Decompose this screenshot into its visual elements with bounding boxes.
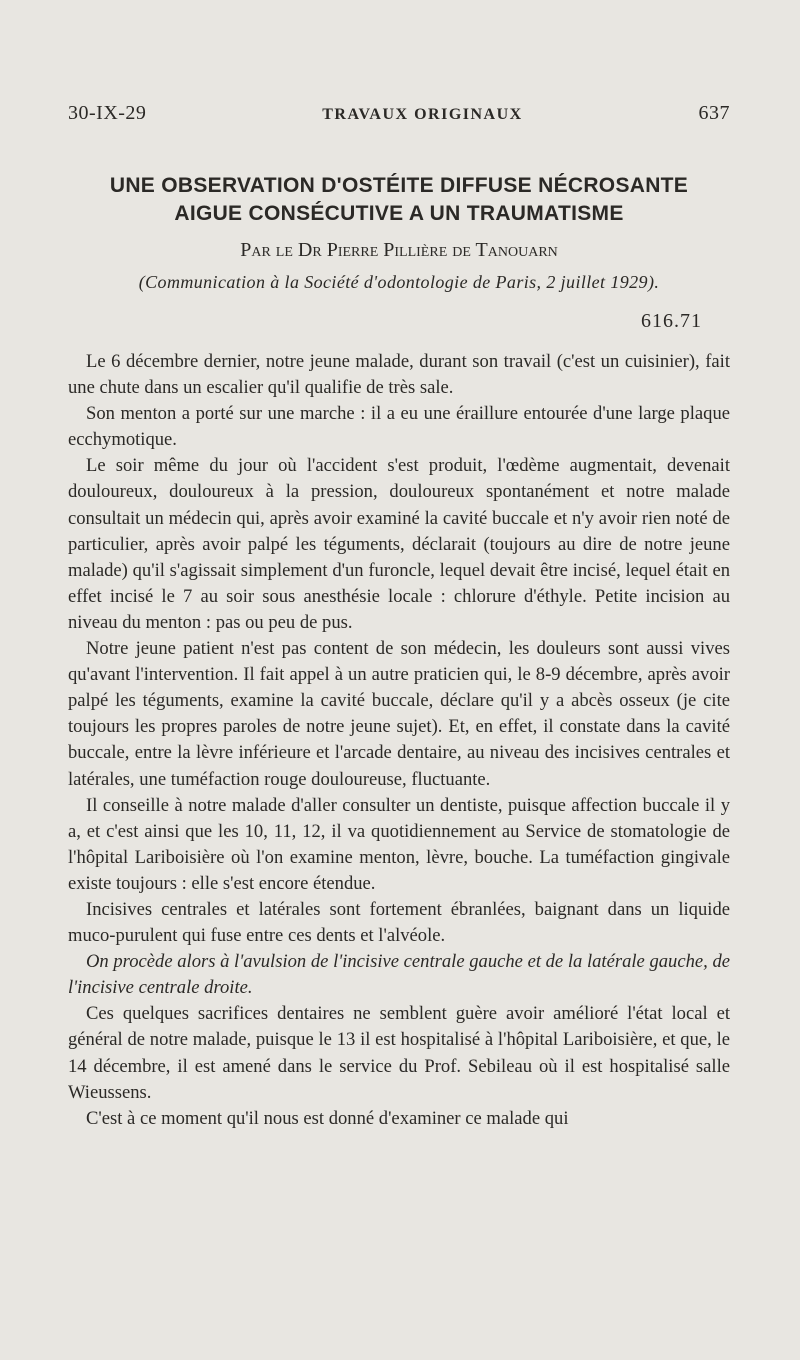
paragraph-1: Le 6 décembre dernier, notre jeune malade, durant son travail (c'est un cuisinier), fait une chute dans un escalier qu'il qualifie de très sale. <box>68 351 730 399</box>
section-title: TRAVAUX ORIGINAUX <box>322 106 523 123</box>
article-body <box>68 349 730 1132</box>
article-title-line-2: AIGUE CONSÉCUTIVE A UN TRAUMATISME <box>174 202 624 225</box>
paragraph-4: Notre jeune patient n'est pas content de son médecin, les douleurs sont aussi vives qu'avant l'intervention. Il fait appel à un autre praticien qui, le 8-9 décembre, après avoir palpé les téguments, examine la cavité buccale, déclare qu'il y a abcès osseux (je cite toujours les propres paroles de notre jeune sujet). Et, en effet, il constate dans la cavité buccale, entre la lèvre inférieure et l'arcade dentaire, au niveau des incisives centrales et latérales, une tuméfaction rouge douloureuse, fluctuante. <box>68 638 730 790</box>
paragraph-9: C'est à ce moment qu'il nous est donné d'examiner ce malade qui <box>86 1107 569 1129</box>
page-number: 637 <box>698 102 730 124</box>
classification-number: 616.71 <box>641 310 702 332</box>
author-byline: Par le Dr Pierre Pillière de Tanouarn <box>240 239 558 261</box>
paragraph-2: Son menton a porté sur une marche : il a eu une éraillure entourée d'une large plaque ecchymotique. <box>68 403 730 451</box>
paragraph-7-italic: On procède alors à l'avulsion de l'incisive centrale gauche et de la latérale gauche, de l'incisive centrale droite. <box>68 951 730 999</box>
running-head <box>68 102 730 132</box>
paragraph-3: Le soir même du jour où l'accident s'est produit, l'œdème augmentait, devenait douloureux, douloureux à la pression, douloureux spontanément et notre malade consultait un médecin qui, après avoir examiné la cavité buccale et n'y avoir rien noté de particulier, après avoir palpé les téguments, déclarait (toujours au dire de notre jeune malade) qu'il s'agissait simplement d'un furoncle, lequel devait être incisé, lequel était en effet incisé le 7 au soir sous anesthésie locale : chlorure d'éthyle. Petite incision au niveau du menton : pas ou peu de pus. <box>68 455 730 633</box>
communication-note: (Communication à la Société d'odontologie de Paris, 2 juillet 1929). <box>138 272 660 292</box>
issue-date: 30-IX-29 <box>68 102 147 124</box>
paragraph-5: Il conseille à notre malade d'aller consulter un dentiste, puisque affection buccale il y a, et c'est ainsi que les 10, 11, 12, il va quotidiennement au Service de stomatologie de l'hôpital Lariboisière où l'on examine menton, lèvre, bouche. La tuméfaction gingivale existe toujours : elle s'est encore étendue. <box>68 794 730 894</box>
paragraph-8: Ces quelques sacrifices dentaires ne semblent guère avoir amélioré l'état local et général de notre malade, puisque le 13 il est hospitalisé à l'hôpital Lariboisière, et que, le 14 décembre, il est amené dans le service du Prof. Sebileau où il est hospitalisé salle Wieussens. <box>68 1003 730 1103</box>
article-title-line-1: UNE OBSERVATION D'OSTÉITE DIFFUSE NÉCROSANTE <box>109 174 689 197</box>
article-title <box>68 172 730 228</box>
paragraph-6: Incisives centrales et latérales sont fortement ébranlées, baignant dans un liquide muco-purulent qui fuse entre ces dents et l'alvéole. <box>68 898 730 947</box>
